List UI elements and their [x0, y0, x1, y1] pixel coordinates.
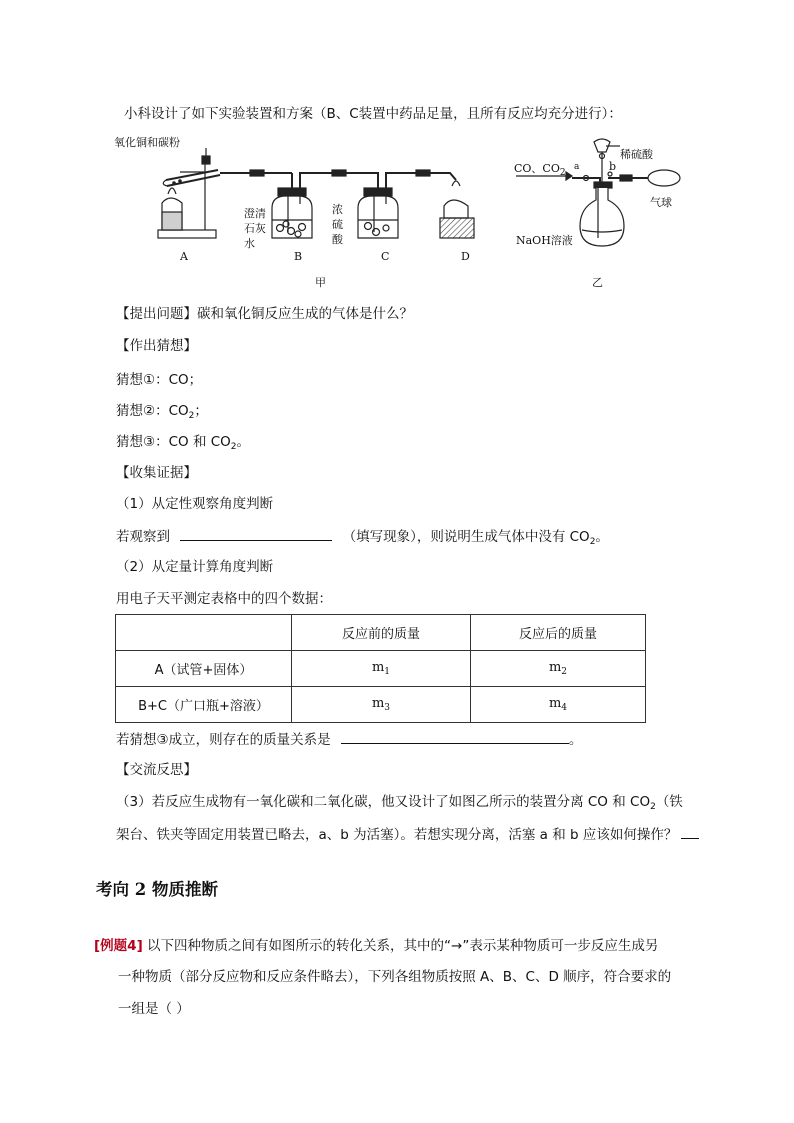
table-cell-m2: $m_2$: [471, 651, 646, 687]
figure-letter-b: B: [294, 250, 303, 263]
evidence-title: 【收集证据】: [116, 465, 197, 481]
hypothesis-1: 猜想①：CO；: [116, 372, 203, 388]
table-cell-m1: $m_1$: [292, 651, 471, 687]
mass-table: [115, 614, 646, 723]
figure-caption-yi: 乙: [592, 276, 603, 289]
hypothesis-title: 【作出猜想】: [116, 338, 197, 354]
example-line-2: 一种物质（部分反应物和反应条件略去），下列各组物质按照 A、B、C、D 顺序，符合要求的: [118, 969, 672, 985]
table-cell-m4: $m_4$: [471, 687, 646, 723]
figure-letter-a: A: [180, 250, 188, 263]
intro-text: 小科设计了如下实验装置和方案（B、C装置中药品足量，且所有反应均充分进行）：: [124, 106, 622, 122]
measure-line: 用电子天平测定表格中的四个数据：: [116, 591, 332, 607]
example-line-1: [例题4] 以下四种物质之间有如图所示的转化关系，其中的“→”表示某种物质可一步反应生成另: [94, 938, 659, 954]
observation-line: 若观察到 （填写现象），则说明生成气体中没有 $CO_2$。: [116, 526, 609, 552]
table-header-after: 反应后的质量: [471, 615, 646, 651]
figure-label-balloon: 气球: [650, 196, 672, 209]
question-text: 【提出问题】碳和氧化铜反应生成的气体是什么？: [116, 306, 413, 322]
table-header-empty: [116, 615, 292, 651]
example-line-3: 一组是（ ）: [118, 1001, 190, 1017]
figure-label-dilute-acid: 稀硫酸: [620, 148, 653, 161]
table-row-label: A（试管+固体）: [116, 651, 292, 687]
table-header-before: 反应前的质量: [292, 615, 471, 651]
hypothesis-3: 猜想③：CO 和 $CO_2$。: [116, 434, 251, 452]
sub-question-1: （1）从定性观察角度判断: [116, 496, 274, 512]
figure-label-conc-acid: 浓 硫 酸: [332, 203, 343, 246]
answer-blank-2[interactable]: [341, 729, 569, 744]
sub-question-3-line2: 架台、铁夹等固定用装置已略去，a、b 为活塞）。若想实现分离，活塞 a 和 b 应该如何操作？: [116, 824, 699, 845]
table-row: [116, 651, 646, 687]
figure-letter-c: C: [381, 250, 390, 263]
table-header-row: [116, 615, 646, 651]
figure-label-b: b: [609, 160, 617, 173]
figure-label-a: a: [574, 162, 580, 172]
apparatus-figure-jia: [110, 128, 500, 288]
table-cell-m3: $m_3$: [292, 687, 471, 723]
reflection-title: 【交流反思】: [116, 762, 197, 778]
answer-blank-3[interactable]: [681, 824, 699, 839]
figure-label-co-co2: CO、$CO_2$: [514, 162, 566, 178]
hypothesis-2: 猜想②：$CO_2$；: [116, 403, 208, 421]
figure-caption-jia: 甲: [315, 276, 326, 289]
figure-label-limewater: 澄清 石灰 水: [244, 207, 266, 250]
example-tag: [例题4]: [94, 938, 143, 954]
answer-blank-1[interactable]: [180, 526, 332, 541]
sub-question-2: （2）从定量计算角度判断: [116, 559, 274, 575]
figure-label-naoh: NaOH溶液: [516, 234, 573, 247]
table-row: [116, 687, 646, 723]
figure-label-cuo-carbon: 氧化铜和碳粉: [114, 136, 180, 149]
figure-letter-d: D: [461, 250, 470, 263]
table-row-label: B+C（广口瓶+溶液）: [116, 687, 292, 723]
section-heading: 考向 2 物质推断: [96, 880, 218, 899]
relation-line: 若猜想③成立，则存在的质量关系是 。: [116, 729, 582, 750]
sub-question-3-line1: （3）若反应生成物有一氧化碳和二氧化碳，他又设计了如图乙所示的装置分离 CO 和 $CO_2$（铁: [116, 794, 683, 812]
